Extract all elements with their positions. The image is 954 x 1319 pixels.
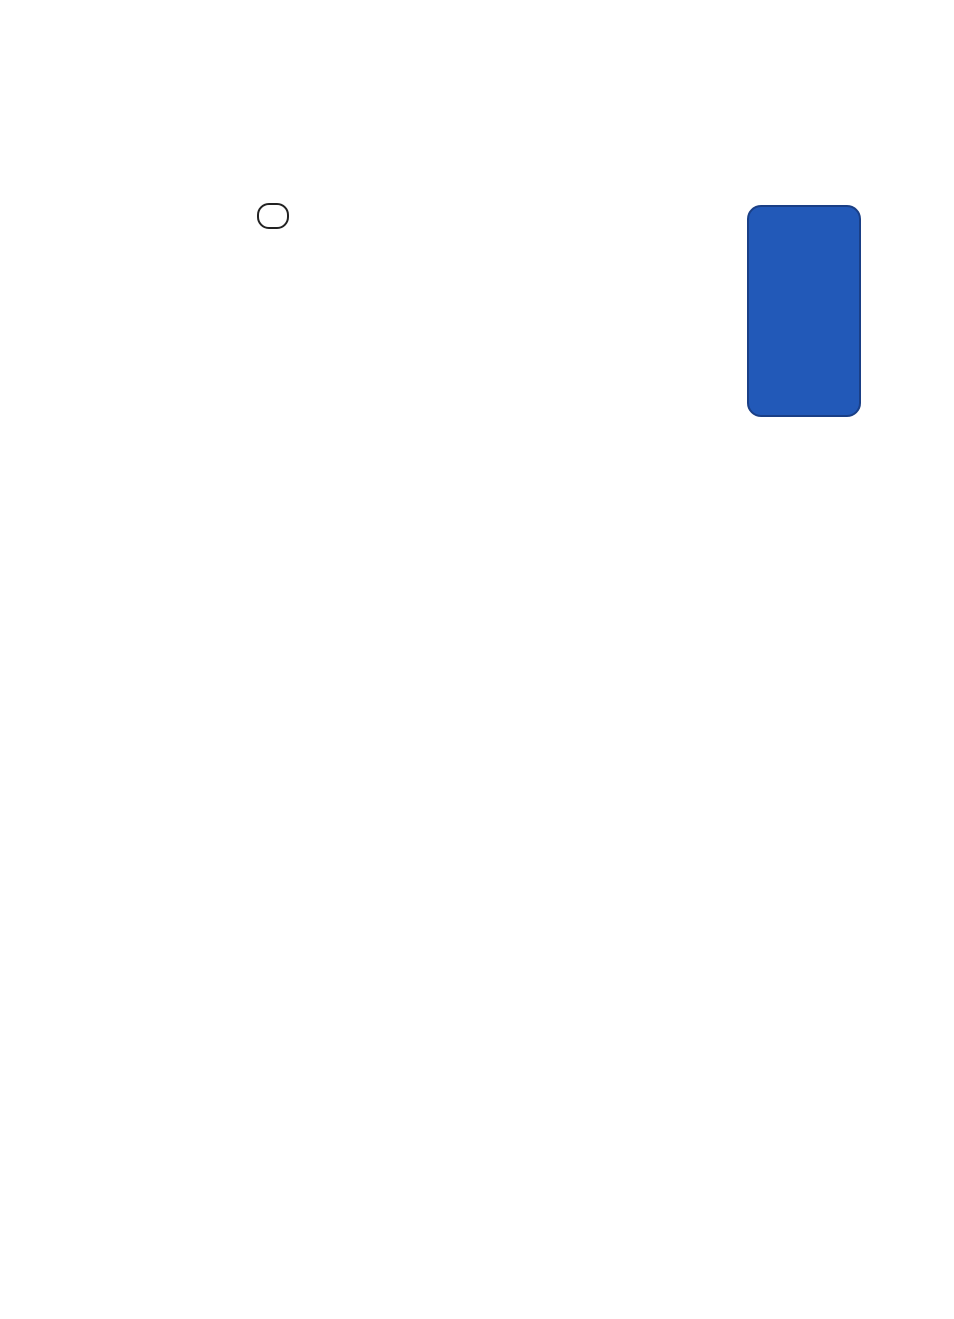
section-tab-label: [767, 272, 787, 362]
ok-key-icon: [257, 203, 289, 229]
section-tab: [747, 205, 861, 417]
step-6: [215, 200, 745, 230]
instruction-steps: [215, 196, 745, 239]
